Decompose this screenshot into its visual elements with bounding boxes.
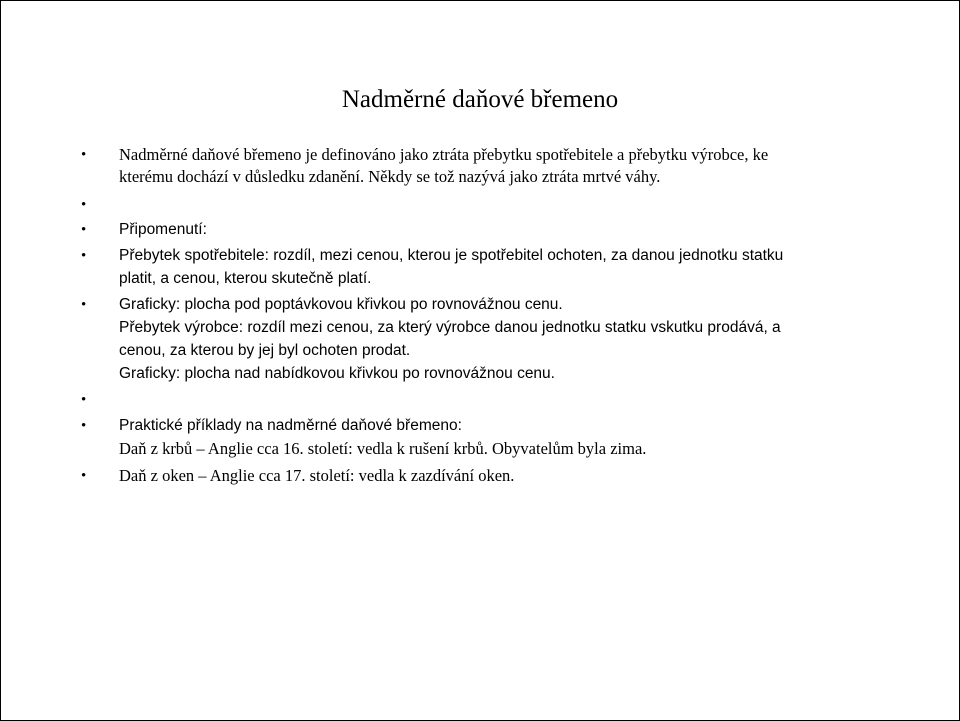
consumer-surplus-line-1: Přebytek spotřebitele: rozdíl, mezi cenou, kterou je spotřebitel ochoten, za danou jednotku statku (119, 247, 784, 264)
producer-surplus-graphic: Graficky: plocha nad nabídkovou křivkou po rovnovážnou cenu. (119, 365, 555, 382)
example-window-tax: Daň z oken – Anglie cca 17. století: vedla k zazdívání oken. (119, 466, 515, 485)
reminder-heading: Připomenutí: (119, 221, 207, 238)
examples-heading: Praktické příklady na nadměrné daňové břemeno: (119, 417, 462, 434)
consumer-surplus-graphic: Graficky: plocha pod poptávkovou křivkou po rovnovážnou cenu. (119, 296, 563, 313)
bullet-marker: • (81, 297, 87, 313)
bullet-marker: • (81, 248, 87, 264)
bullet-marker: • (81, 222, 87, 238)
bullet-marker: • (81, 197, 87, 213)
consumer-surplus-line-2: platit, a cenou, kterou skutečně platí. (119, 270, 372, 287)
definition-line-1: Nadměrné daňové břemeno je definováno jako ztráta přebytku spotřebitele a přebytku výrobce, ke (119, 145, 769, 164)
producer-surplus-line-1: Přebytek výrobce: rozdíl mezi cenou, za který výrobce danou jednotku statku vskutku prodává, a (119, 319, 781, 336)
slide-title: Nadměrné daňové břemeno (341, 86, 619, 113)
definition-line-2: kterému dochází v důsledku zdanění. Někdy se tož nazývá jako ztráta mrtvé váhy. (119, 167, 661, 186)
bullet-marker: • (81, 468, 87, 484)
bullet-marker: • (81, 392, 87, 408)
producer-surplus-line-2: cenou, za kterou by jej byl ochoten prodat. (119, 342, 411, 359)
example-fireplace-tax: Daň z krbů – Anglie cca 16. století: vedla k rušení krbů. Obyvatelům byla zima. (119, 439, 647, 458)
bullet-marker: • (81, 147, 87, 163)
bullet-list (1, 1, 959, 720)
bullet-marker: • (81, 418, 87, 434)
